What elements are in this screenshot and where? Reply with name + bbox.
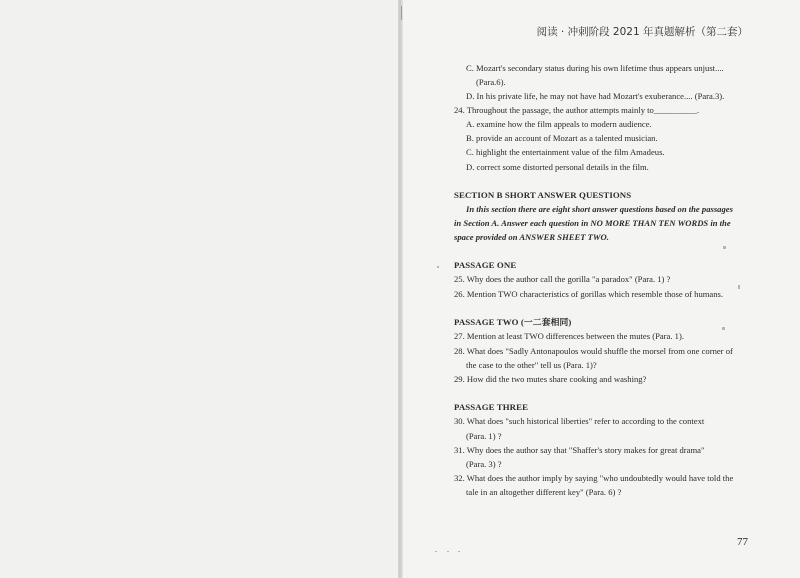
scan-speck <box>738 285 740 289</box>
question-32-continued: tale in an altogether different key" (Para. 6) ? <box>466 487 622 497</box>
option-line: (Para.6). <box>476 77 506 87</box>
option-line: D. In his private life, he may not have had Mozart's exuberance.... (Para.3). <box>466 91 725 101</box>
question-28-continued: the case to the other" tell us (Para. 1)? <box>466 360 597 370</box>
question-31: 31. Why does the author say that "Shaffer's story makes for great drama" <box>454 445 705 455</box>
passage-three-heading: PASSAGE THREE <box>454 402 529 412</box>
option-line: D. correct some distorted personal details in the film. <box>466 162 649 172</box>
section-b-instructions: in Section A. Answer each question in NO MORE THAN TEN WORDS in the <box>454 218 731 228</box>
scan-speck <box>437 266 439 268</box>
scan-speck <box>435 551 437 552</box>
scan-speck <box>722 327 725 330</box>
scan-speck <box>447 551 449 552</box>
left-page <box>0 0 398 578</box>
option-line: B. provide an account of Mozart as a talented musician. <box>466 133 658 143</box>
question-30-continued: (Para. 1) ? <box>466 431 502 441</box>
option-line: C. highlight the entertainment value of the film Amadeus. <box>466 147 665 157</box>
spine-mark <box>401 6 402 20</box>
passage-one-heading: PASSAGE ONE <box>454 260 517 270</box>
option-line: A. examine how the film appeals to modern audience. <box>466 119 652 129</box>
question-30: 30. What does "such historical liberties" refer to according to the context <box>454 416 705 426</box>
passage-two-heading: PASSAGE TWO (一二套相同) <box>454 317 572 327</box>
section-b-heading: SECTION B SHORT ANSWER QUESTIONS <box>454 190 632 200</box>
question-32: 32. What does the author imply by saying "who undoubtedly would have told the <box>454 473 734 483</box>
question-27: 27. Mention at least TWO differences between the mutes (Para. 1). <box>454 331 684 341</box>
section-b-instructions: space provided on ANSWER SHEET TWO. <box>454 232 609 242</box>
section-b-instructions: In this section there are eight short answer questions based on the passages <box>466 204 733 214</box>
question-25: 25. Why does the author call the gorilla "a paradox" (Para. 1) ? <box>454 274 671 284</box>
question-31-continued: (Para. 3) ? <box>466 459 502 469</box>
scan-speck <box>458 551 460 552</box>
page-header-title: 阅读 · 冲刺阶段 2021 年真题解析（第二套） <box>536 26 748 38</box>
question-26: 26. Mention TWO characteristics of gorillas which resemble those of humans. <box>454 289 724 299</box>
question-28: 28. What does "Sadly Antonapoulos would shuffle the morsel from one corner of <box>454 346 733 356</box>
page-number: 77 <box>737 536 748 548</box>
option-line: C. Mozart's secondary status during his own lifetime thus appears unjust.... <box>466 63 724 73</box>
question-24: 24. Throughout the passage, the author attempts mainly to__________. <box>454 105 699 115</box>
question-29: 29. How did the two mutes share cooking and washing? <box>454 374 647 384</box>
scan-speck <box>723 246 726 249</box>
